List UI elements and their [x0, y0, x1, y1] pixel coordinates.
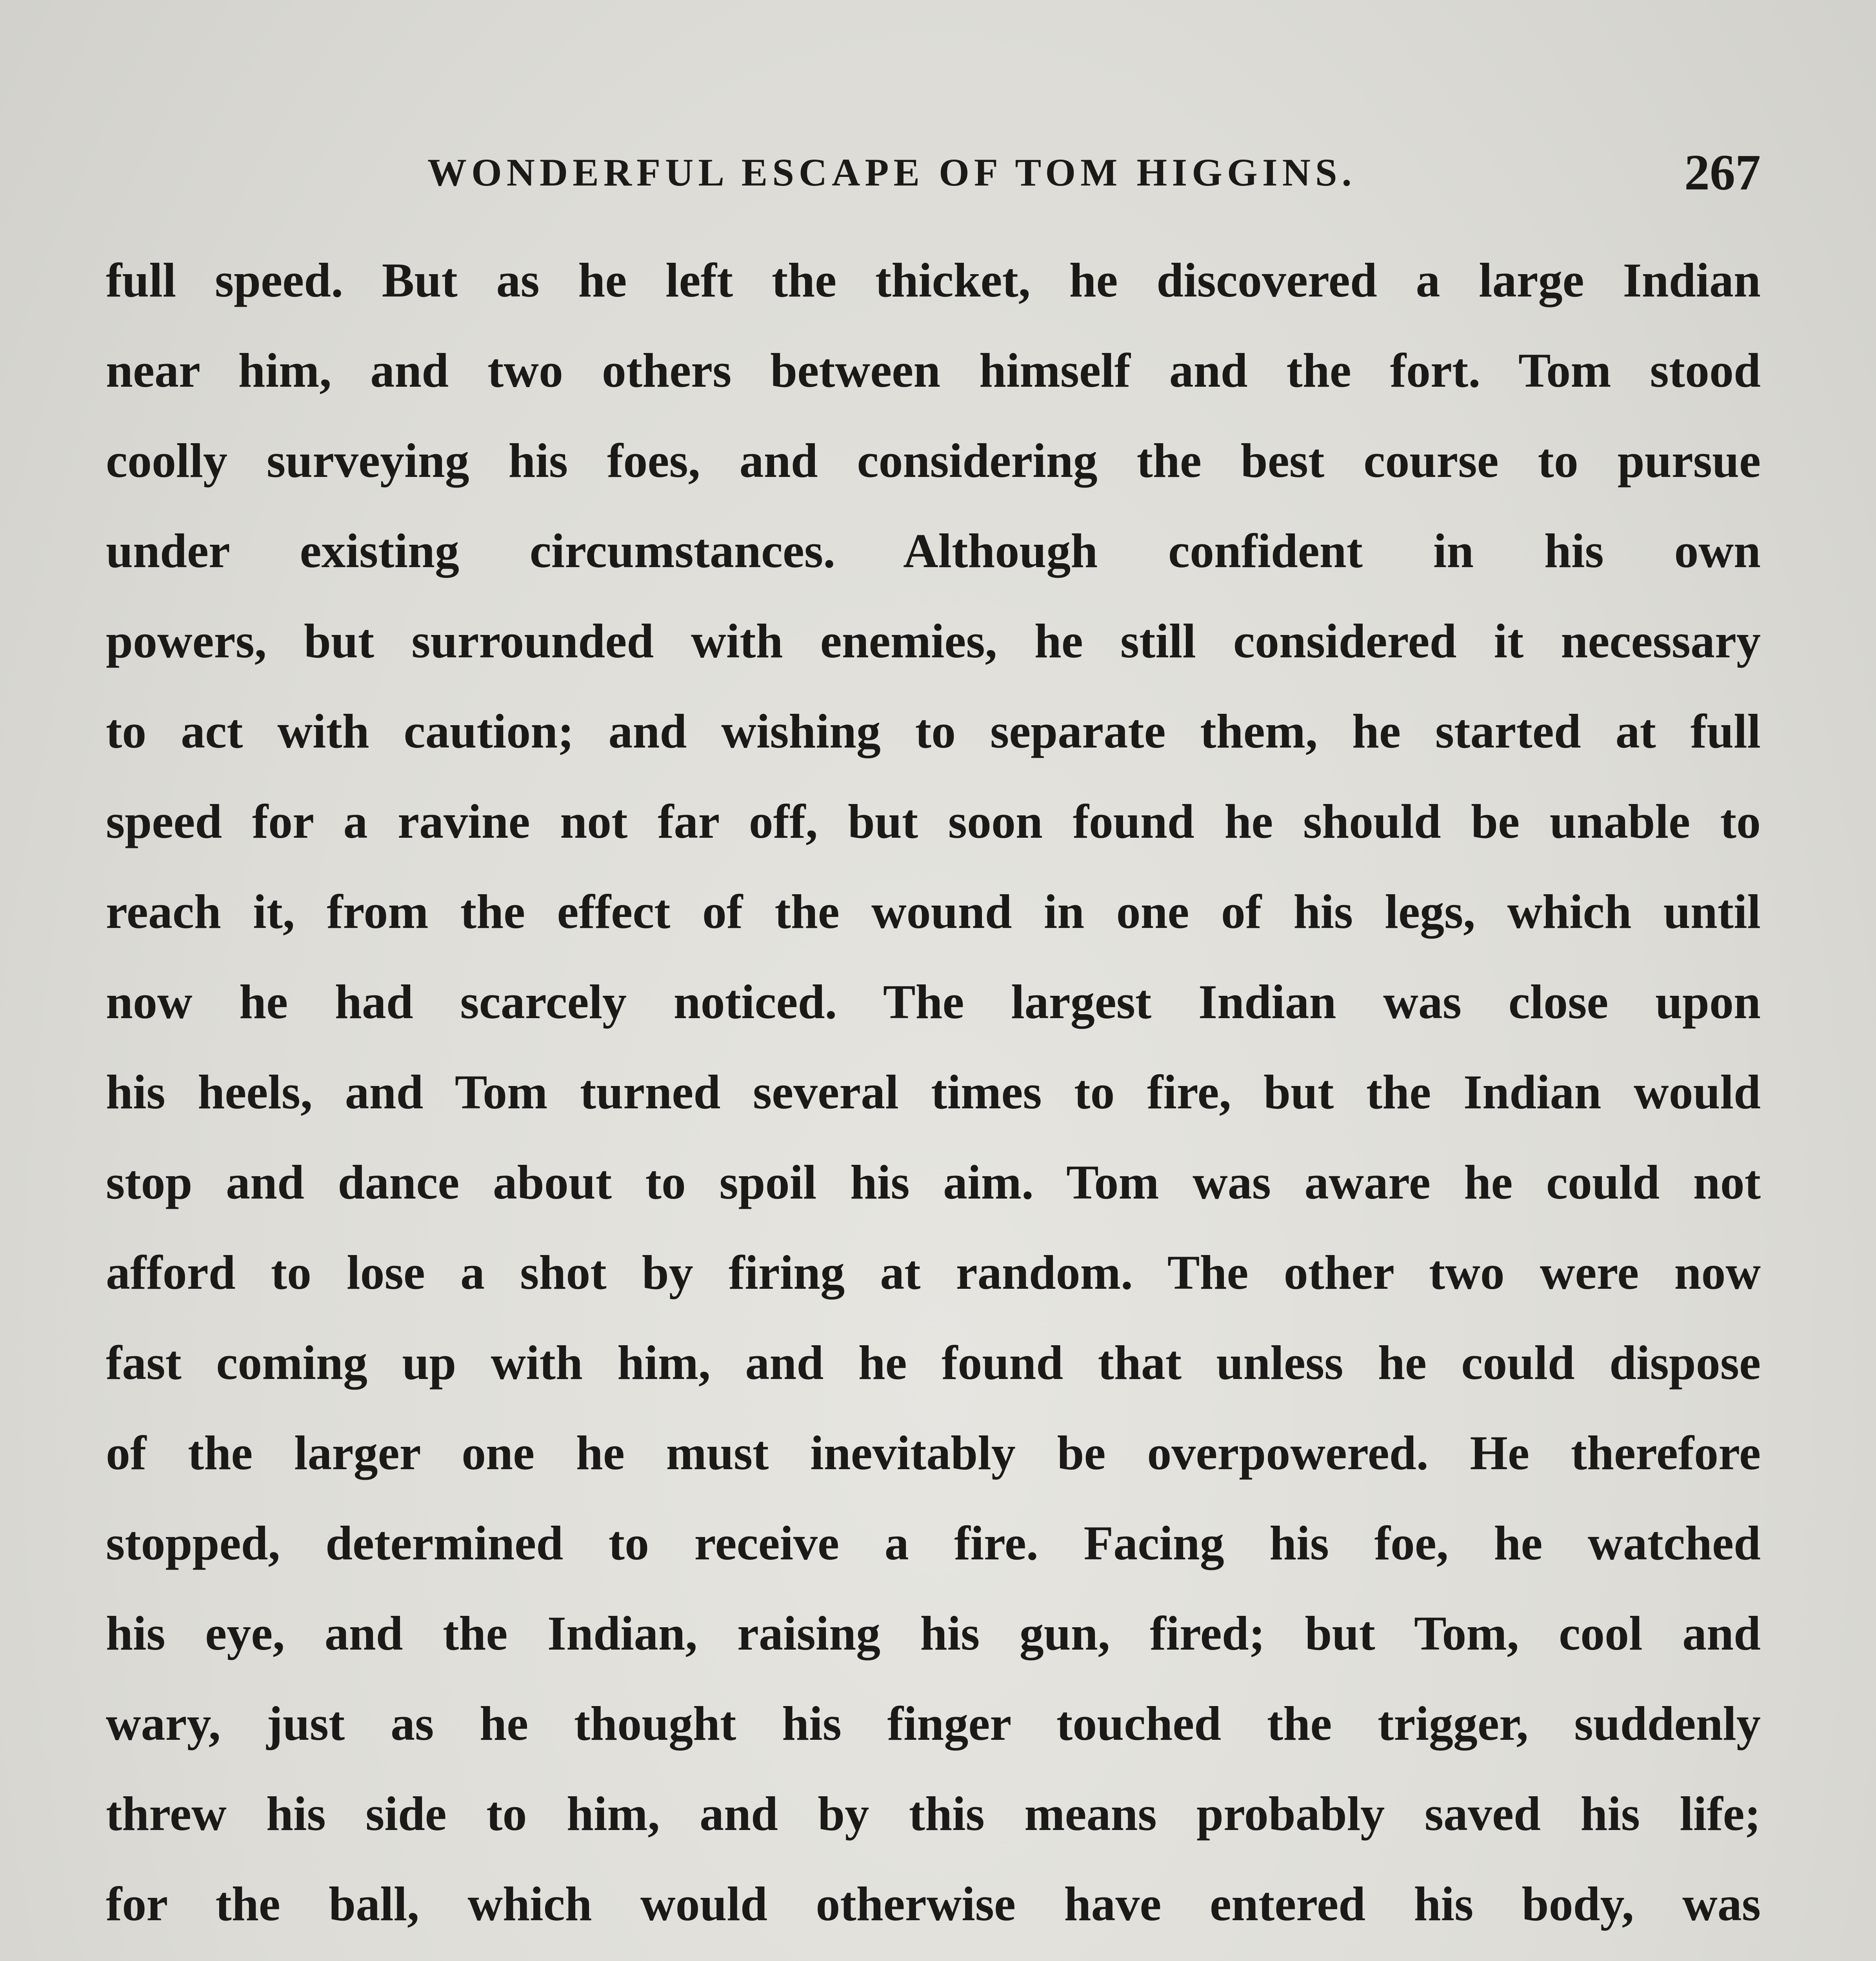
text-line: for the ball, which would otherwise have entered his body, was — [106, 1877, 1761, 1931]
text-line: fast coming up with him, and he found that unless he could dispose — [106, 1336, 1761, 1390]
text-line: wary, just as he thought his finger touched the trigger, suddenly — [106, 1697, 1761, 1750]
text-line: of the larger one he must inevitably be overpowered. He therefore — [106, 1426, 1761, 1480]
text-line: speed for a ravine not far off, but soon found he should be unable to — [106, 795, 1761, 848]
text-line: under existing circumstances. Although confident in his own — [106, 524, 1761, 578]
text-line: full speed. But as he left the thicket, he discovered a large Indian — [106, 253, 1761, 307]
text-line: powers, but surrounded with enemies, he still considered it necessary — [106, 614, 1761, 668]
text-line — [106, 1949, 1761, 1961]
text-line: near him, and two others between himself and the fort. Tom stood — [106, 344, 1761, 397]
text-line: stop and dance about to spoil his aim. Tom was aware he could not — [106, 1155, 1761, 1209]
text-line: his heels, and Tom turned several times to fire, but the Indian would — [106, 1065, 1761, 1119]
body-text — [106, 235, 1761, 1961]
page-header — [106, 145, 1761, 200]
text-line: now he had scarcely noticed. The largest Indian was close upon — [106, 975, 1761, 1029]
text-line: afford to lose a shot by firing at random. The other two were now — [106, 1246, 1761, 1299]
text-line: his eye, and the Indian, raising his gun, fired; but Tom, cool and — [106, 1606, 1761, 1660]
text-line: to act with caution; and wishing to separate them, he started at full — [106, 704, 1761, 758]
text-line: stopped, determined to receive a fire. Facing his foe, he watched — [106, 1516, 1761, 1570]
running-title: WONDERFUL ESCAPE OF TOM HIGGINS. — [427, 151, 1356, 194]
text-line: reach it, from the effect of the wound in one of his legs, which until — [106, 885, 1761, 939]
paragraph-1 — [106, 235, 1761, 1961]
text-line: coolly surveying his foes, and considering the best course to pursue — [106, 434, 1761, 488]
text-line: threw his side to him, and by this means probably saved his life; — [106, 1787, 1761, 1841]
page-number: 267 — [1684, 144, 1761, 201]
